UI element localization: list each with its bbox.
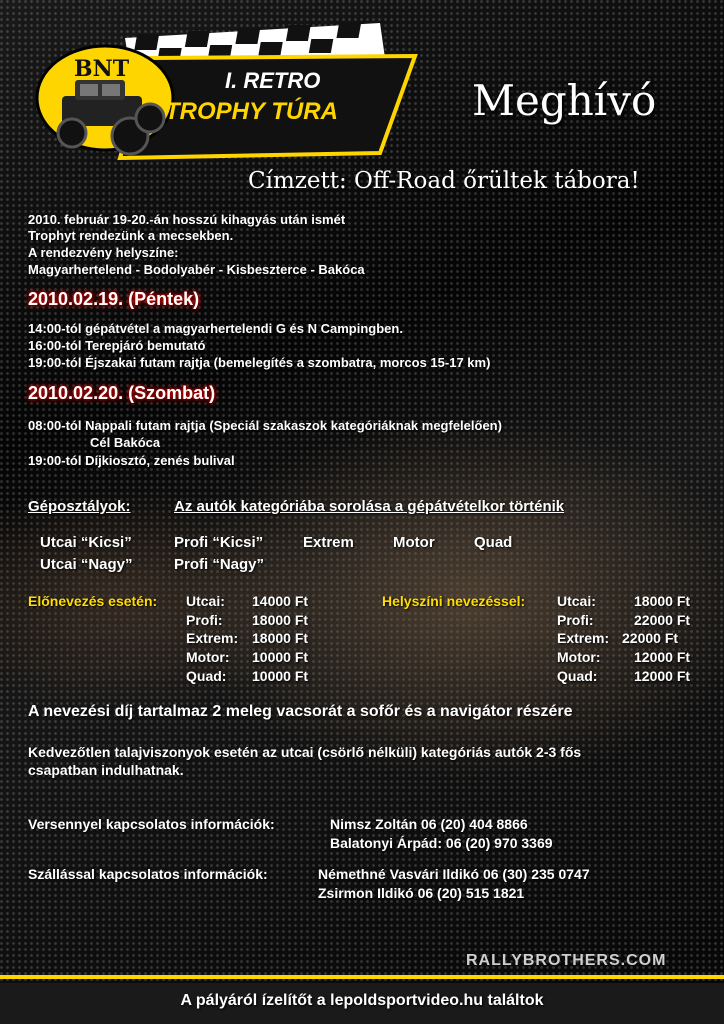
price-name: Extrem:	[557, 630, 610, 646]
race-contact-label: Versennyel kapcsolatos információk:	[28, 816, 275, 832]
price-name: Motor:	[557, 649, 601, 665]
street-note-line: Kedvezőtlen talajviszonyok esetén az utcai (csörlő nélküli) kategóriás autók 2-3 fős	[28, 744, 582, 760]
category-item: Extrem	[303, 534, 354, 551]
event-logo	[30, 18, 430, 178]
fee-note: A nevezési díj tartalmaz 2 meleg vacsorát a sofőr és a navigátor részére	[28, 703, 573, 720]
onsite-registration-label: Helyszíni nevezéssel:	[382, 593, 526, 609]
subheading: Címzett: Off-Road őrültek tábora!	[248, 168, 640, 194]
price-name: Quad:	[557, 668, 598, 684]
stay-contact-line: Zsirmon Ildikó 06 (20) 515 1821	[318, 885, 525, 901]
price-value: 10000 Ft	[252, 649, 309, 665]
price-value: 18000 Ft	[252, 612, 309, 628]
price-name: Utcai:	[557, 593, 596, 609]
intro-line: Trophyt rendezünk a mecsekben.	[28, 228, 234, 243]
category-item: Utcai “Kicsi”	[40, 534, 132, 551]
intro-line: A rendezvény helyszíne:	[28, 245, 179, 260]
price-value: 18000 Ft	[634, 593, 691, 609]
price-value: 18000 Ft	[252, 630, 309, 646]
footer-text: A pályáról ízelítőt a lepoldsportvideo.hu találtok	[180, 992, 544, 1009]
logo-title-line2: TROPHY TÚRA	[165, 98, 338, 125]
price-value: 12000 Ft	[634, 649, 691, 665]
day1-item: 14:00-tól gépátvétel a magyarhertelendi G és N Campingben.	[28, 321, 403, 336]
category-item: Profi “Kicsi”	[174, 534, 264, 551]
day1-item: 16:00-tól Terepjáró bemutató	[28, 338, 206, 353]
day2-item: Cél Bakóca	[90, 435, 161, 450]
intro-line: Magyarhertelend - Bodolyabér - Kisbeszterce - Bakóca	[28, 262, 365, 277]
intro-line: 2010. február 19-20.-án hosszú kihagyás után ismét	[28, 212, 346, 227]
street-note-line: csapatban indulhatnak.	[28, 762, 184, 778]
price-value: 22000 Ft	[622, 630, 679, 646]
category-item: Utcai “Nagy”	[40, 556, 133, 573]
day2-item: 08:00-tól Nappali futam rajtja (Speciál szakaszok kategóriáknak megfelelően)	[28, 418, 502, 433]
price-name: Profi:	[557, 612, 594, 628]
price-value: 12000 Ft	[634, 668, 691, 684]
day2-item: 19:00-tól Díjkiosztó, zenés bulival	[28, 453, 235, 468]
race-contact-line: Balatonyi Árpád: 06 (20) 970 3369	[330, 835, 553, 851]
price-name: Motor:	[186, 649, 230, 665]
stay-contact-line: Némethné Vasvári Ildikó 06 (30) 235 0747	[318, 866, 590, 882]
page-title: Meghívó	[472, 76, 657, 125]
day2-date: 2010.02.20. (Szombat)	[28, 383, 216, 403]
category-item: Profi “Nagy”	[174, 556, 265, 573]
price-name: Profi:	[186, 612, 223, 628]
logo-title-line1: I. RETRO	[225, 68, 321, 93]
footer-divider	[0, 975, 724, 979]
price-value: 10000 Ft	[252, 668, 309, 684]
categories-label: Géposztályok:	[28, 498, 131, 515]
day1-item: 19:00-tól Éjszakai futam rajtja (bemelegítés a szombatra, morcos 15-17 km)	[28, 355, 491, 370]
price-name: Utcai:	[186, 593, 225, 609]
watermark: RALLYBROTHERS.COM	[466, 952, 667, 969]
stay-contact-label: Szállással kapcsolatos információk:	[28, 866, 268, 882]
race-contact-line: Nimsz Zoltán 06 (20) 404 8866	[330, 816, 528, 832]
price-name: Extrem:	[186, 630, 239, 646]
price-name: Quad:	[186, 668, 227, 684]
category-item: Motor	[393, 534, 435, 551]
pre-registration-label: Előnevezés esetén:	[28, 593, 158, 609]
category-item: Quad	[474, 534, 513, 551]
price-value: 22000 Ft	[634, 612, 691, 628]
price-value: 14000 Ft	[252, 593, 309, 609]
logo-badge: BNT	[74, 56, 130, 82]
day1-date: 2010.02.19. (Péntek)	[28, 289, 200, 309]
categories-note: Az autók kategóriába sorolása a gépátvételkor történik	[174, 498, 565, 515]
